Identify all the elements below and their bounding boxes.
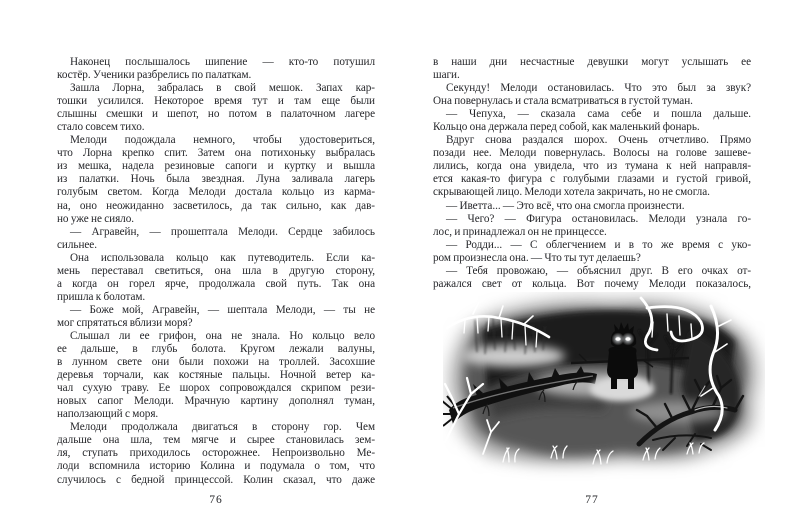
text-line: тошки усилился. Некоторое время тут и там еще были bbox=[57, 95, 375, 108]
text-line: ром произнесла она. — Что ты тут делаешь? bbox=[433, 251, 641, 264]
text-line: шаги. bbox=[433, 69, 460, 82]
text-line: костёр. Ученики разбрелись по палаткам. bbox=[57, 69, 252, 82]
text-line: в наши дни несчастные девушки могут услышать ее bbox=[433, 56, 751, 68]
text-line: Кольцо она держала перед собой, как маленький фонарь. bbox=[433, 121, 700, 134]
text-line: ется какая-то фигура с голубыми глазами и густой гривой, bbox=[433, 173, 751, 186]
text-line: сильнее. bbox=[57, 238, 97, 251]
text-line: слышны смешки и шепот, но потом в палаточном лагере bbox=[57, 108, 375, 121]
text-line: на, оно неожиданно засветилось, да так сильно, как дав- bbox=[57, 199, 375, 212]
text-line: — Агравейн, — прошептала Мелоди. Сердце забилось bbox=[70, 225, 375, 238]
text-line: Наконец послышалось шипение — кто-то потушил bbox=[70, 56, 375, 68]
text-line: — Боже мой, Агравейн, — шептала Мелоди, — ты не bbox=[70, 303, 375, 316]
text-line: мень переставал светиться, она шла в другую сторону, bbox=[57, 264, 375, 277]
text-line: лос, и принадлежал он не принцессе. bbox=[433, 225, 607, 238]
text-line: но уже не сияло. bbox=[57, 212, 134, 225]
text-line: — Чего? — Фигура остановилась. Мелоди узнала го- bbox=[446, 212, 751, 225]
text-line: из палатки. Ночь была звездная. Луна заливала лагерь bbox=[57, 173, 375, 186]
text-line: лоди вспомнила историю Колина и подумала о том, что bbox=[57, 460, 375, 473]
page-number-right: 77 bbox=[585, 494, 599, 506]
text-line: наползающий с моря. bbox=[57, 408, 159, 421]
page-number-left: 76 bbox=[209, 494, 223, 506]
left-page-text bbox=[57, 56, 375, 487]
text-line: ражался свет от кольца. Вот почему Мелоди показалось, bbox=[433, 277, 751, 290]
text-line: а когда он горел ярче, продолжала свой путь. Так она bbox=[57, 277, 375, 290]
text-line: Секунду! Мелоди остановилась. Что это был за звук? bbox=[446, 82, 751, 95]
right-page-text bbox=[433, 56, 751, 291]
text-line: Вдруг снова раздался шорох. Очень отчетливо. Прямо bbox=[446, 134, 751, 147]
text-line: Мелоди продолжала двигаться в сторону гор. Чем bbox=[70, 421, 375, 434]
text-line: Она повернулась и стала всматриваться в густой туман. bbox=[433, 95, 693, 108]
text-line: из мешка, надела резиновые сапоги и куртку и вышла bbox=[57, 160, 375, 173]
text-line: новых сапог Мелоди. Мрачную картину дополнял туман, bbox=[57, 395, 375, 408]
text-line: Зашла Лорна, забралась в свой мешок. Запах кар- bbox=[70, 82, 375, 95]
text-line: случилось с бедной принцессой. Колин сказал, что даже bbox=[57, 473, 375, 486]
text-line: что Лорна крепко спит. Затем она потихоньку выбралась bbox=[57, 147, 375, 160]
text-line: Она использовала кольцо как путеводитель. Если ка- bbox=[70, 251, 375, 264]
text-line: — Родди... — С облегчением и в то же время с уко- bbox=[446, 238, 751, 251]
text-line: — Чепуха, — сказала сама себе и пошла дальше. bbox=[446, 108, 751, 121]
text-line: в лунном свете они были похожи на троллей. Засохшие bbox=[57, 356, 375, 369]
text-line: пришла к болотам. bbox=[57, 290, 146, 303]
swamp-illustration bbox=[443, 292, 765, 488]
text-line: ля, ступать приходилось осторожнее. Непроизвольно Ме- bbox=[57, 447, 375, 460]
text-line: позади нее. Мелоди повернулась. Волосы на голове зашеве- bbox=[433, 147, 751, 160]
text-line: Слышал ли ее грифон, она не знала. Но кольцо вело bbox=[70, 329, 375, 342]
text-line: Мелоди подождала немного, чтобы удостовериться, bbox=[70, 134, 375, 147]
text-line: деревья торчали, как костяные пальцы. Ночной ветер ка- bbox=[57, 369, 375, 382]
text-line: скрывающей лицо. Мелоди хотела закричать, но не смогла. bbox=[433, 186, 710, 199]
text-line: стало совсем тихо. bbox=[57, 121, 145, 134]
text-line: ее дальше, в глубь болота. Кругом лежали валуны, bbox=[57, 343, 375, 356]
text-line: мог спрятаться вблизи моря? bbox=[57, 316, 193, 329]
text-line: — Иветта... — Это всё, что она смогла произнести. bbox=[446, 199, 685, 212]
text-line: голубым светом. Когда Мелоди достала кольцо из карма- bbox=[57, 186, 375, 199]
text-line: лились, когда она увидела, что из тумана к ней направля- bbox=[433, 160, 751, 173]
text-line: дальше она шла, тем мягче и сырее становилась зем- bbox=[57, 434, 375, 447]
text-line: чал сухую траву. Ее шорох сопровождался скрипом рези- bbox=[57, 382, 375, 395]
text-line: — Тебя провожаю, — объяснил друг. В его очках от- bbox=[446, 264, 751, 277]
